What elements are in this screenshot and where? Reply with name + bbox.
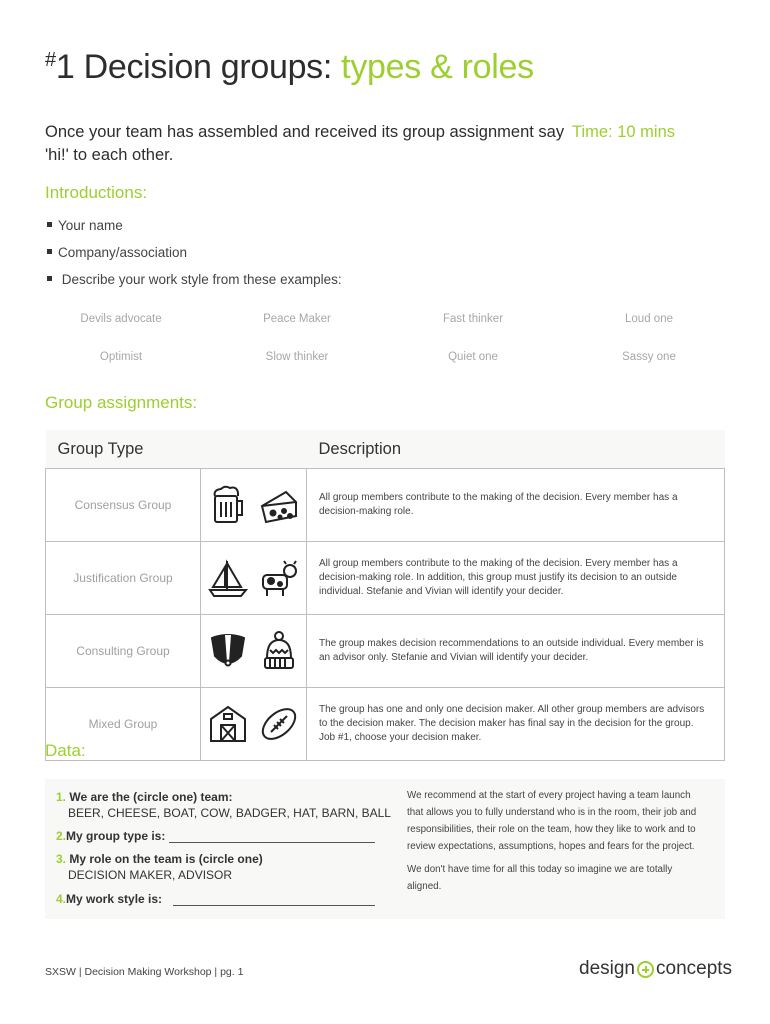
group-type-input[interactable]: [169, 842, 375, 843]
group-description: The group makes decision recommendations to an outside individual. Every member is an advisor only. Stefanie and Vivian will identify your decider.: [307, 615, 725, 688]
design-concepts-logo: design concepts: [579, 958, 733, 979]
role-options: DECISION MAKER, ADVISOR: [68, 868, 233, 882]
work-style-option: Peace Maker: [263, 313, 331, 325]
group-type-name: Consulting Group: [46, 615, 201, 688]
work-style-row: [33, 311, 738, 349]
group-icons: [201, 542, 307, 615]
introductions-heading: Introductions:: [45, 183, 148, 202]
question-group-type: 2.My group type is:: [56, 829, 375, 843]
table-row: [46, 688, 725, 761]
group-description: All group members contribute to the making of the decision. Every member has a decision-making role.: [307, 469, 725, 542]
beer-mug-icon: [207, 484, 249, 526]
group-type-name: Consensus Group: [46, 469, 201, 542]
time-label: Time: 10 mins: [572, 123, 675, 141]
work-style-option: Loud one: [625, 313, 673, 325]
page-title: [45, 48, 534, 87]
question-work-style: 4.My work style is:: [56, 892, 375, 906]
group-icons: [201, 469, 307, 542]
bullet-item: Your name: [47, 216, 342, 243]
badger-icon: [207, 630, 249, 672]
knit-hat-icon: [258, 630, 300, 672]
cow-icon: [258, 557, 300, 599]
plus-circle-icon: [637, 961, 654, 978]
group-description: All group members contribute to the making of the decision. Every member has a decision-making role. In addition, this group must justify its decision to an outside individual. Stefanie and Vivian will identify your decider.: [307, 542, 725, 615]
cheese-icon: [258, 484, 300, 526]
column-header-description: Description: [307, 430, 725, 469]
sailboat-icon: [207, 557, 249, 599]
group-type-name: Justification Group: [46, 542, 201, 615]
bullet-square-icon: [47, 276, 52, 281]
column-header-group-type: Group Type: [46, 430, 307, 469]
group-description: The group has one and only one decision maker. All other group members are advisors to the decision maker. The decision maker has final say in the decision for the group. Job #1, choose your decision maker.: [307, 688, 725, 761]
intro-text: Once your team has assembled and received its group assignment say 'hi!' to each other.: [45, 123, 565, 164]
team-options: BEER, CHEESE, BOAT, COW, BADGER, HAT, BARN, BALL: [68, 806, 391, 820]
group-assignments-heading: Group assignments:: [45, 393, 198, 412]
bullet-item: Describe your work style from these examples:: [47, 270, 342, 297]
intro-bullet-list: [47, 216, 342, 297]
bullet-item: Company/association: [47, 243, 342, 270]
table-row: [46, 615, 725, 688]
work-style-option: Devils advocate: [80, 313, 162, 325]
barn-icon: [207, 703, 249, 745]
group-icons: [201, 615, 307, 688]
title-prefix: 1 Decision groups:: [55, 48, 342, 86]
work-style-row: [33, 349, 738, 387]
table-header-row: [46, 430, 725, 469]
work-style-option: Fast thinker: [442, 313, 504, 325]
question-role: 3. My role on the team is (circle one) DECISION MAKER, ADVISOR: [56, 852, 263, 882]
football-icon: [258, 703, 300, 745]
title-highlight: types & roles: [341, 48, 534, 86]
question-team: 1. We are the (circle one) team: BEER, CHEESE, BOAT, COW, BADGER, HAT, BARN, BALL: [56, 790, 391, 820]
table-row: [46, 542, 725, 615]
work-style-option: Optimist: [99, 351, 143, 363]
bullet-square-icon: [47, 249, 52, 254]
bullet-square-icon: [47, 222, 52, 227]
recommend-paragraph: We recommend at the start of every project having a team launch that allows you to fully understand who is in the room, their job and responsibilities, their role on the team, how they like to work and to review expectations, assumptions, hopes and fears for the project.: [407, 790, 697, 852]
footer-text: SXSW | Decision Making Workshop | pg. 1: [45, 966, 244, 978]
title-hash: #: [45, 49, 56, 71]
recommendation-text: [407, 787, 707, 895]
group-type-name: Mixed Group: [46, 688, 201, 761]
group-icons: [201, 688, 307, 761]
data-heading: Data:: [45, 741, 86, 760]
work-style-option: Sassy one: [622, 351, 676, 363]
work-style-grid: [33, 311, 738, 387]
work-style-input[interactable]: [173, 905, 375, 906]
work-style-option: Slow thinker: [265, 351, 329, 363]
recommend-paragraph: We don't have time for all this today so imagine we are totally aligned.: [407, 864, 673, 892]
table-row: [46, 469, 725, 542]
work-style-option: Quiet one: [448, 351, 498, 363]
group-types-table: [45, 430, 725, 761]
